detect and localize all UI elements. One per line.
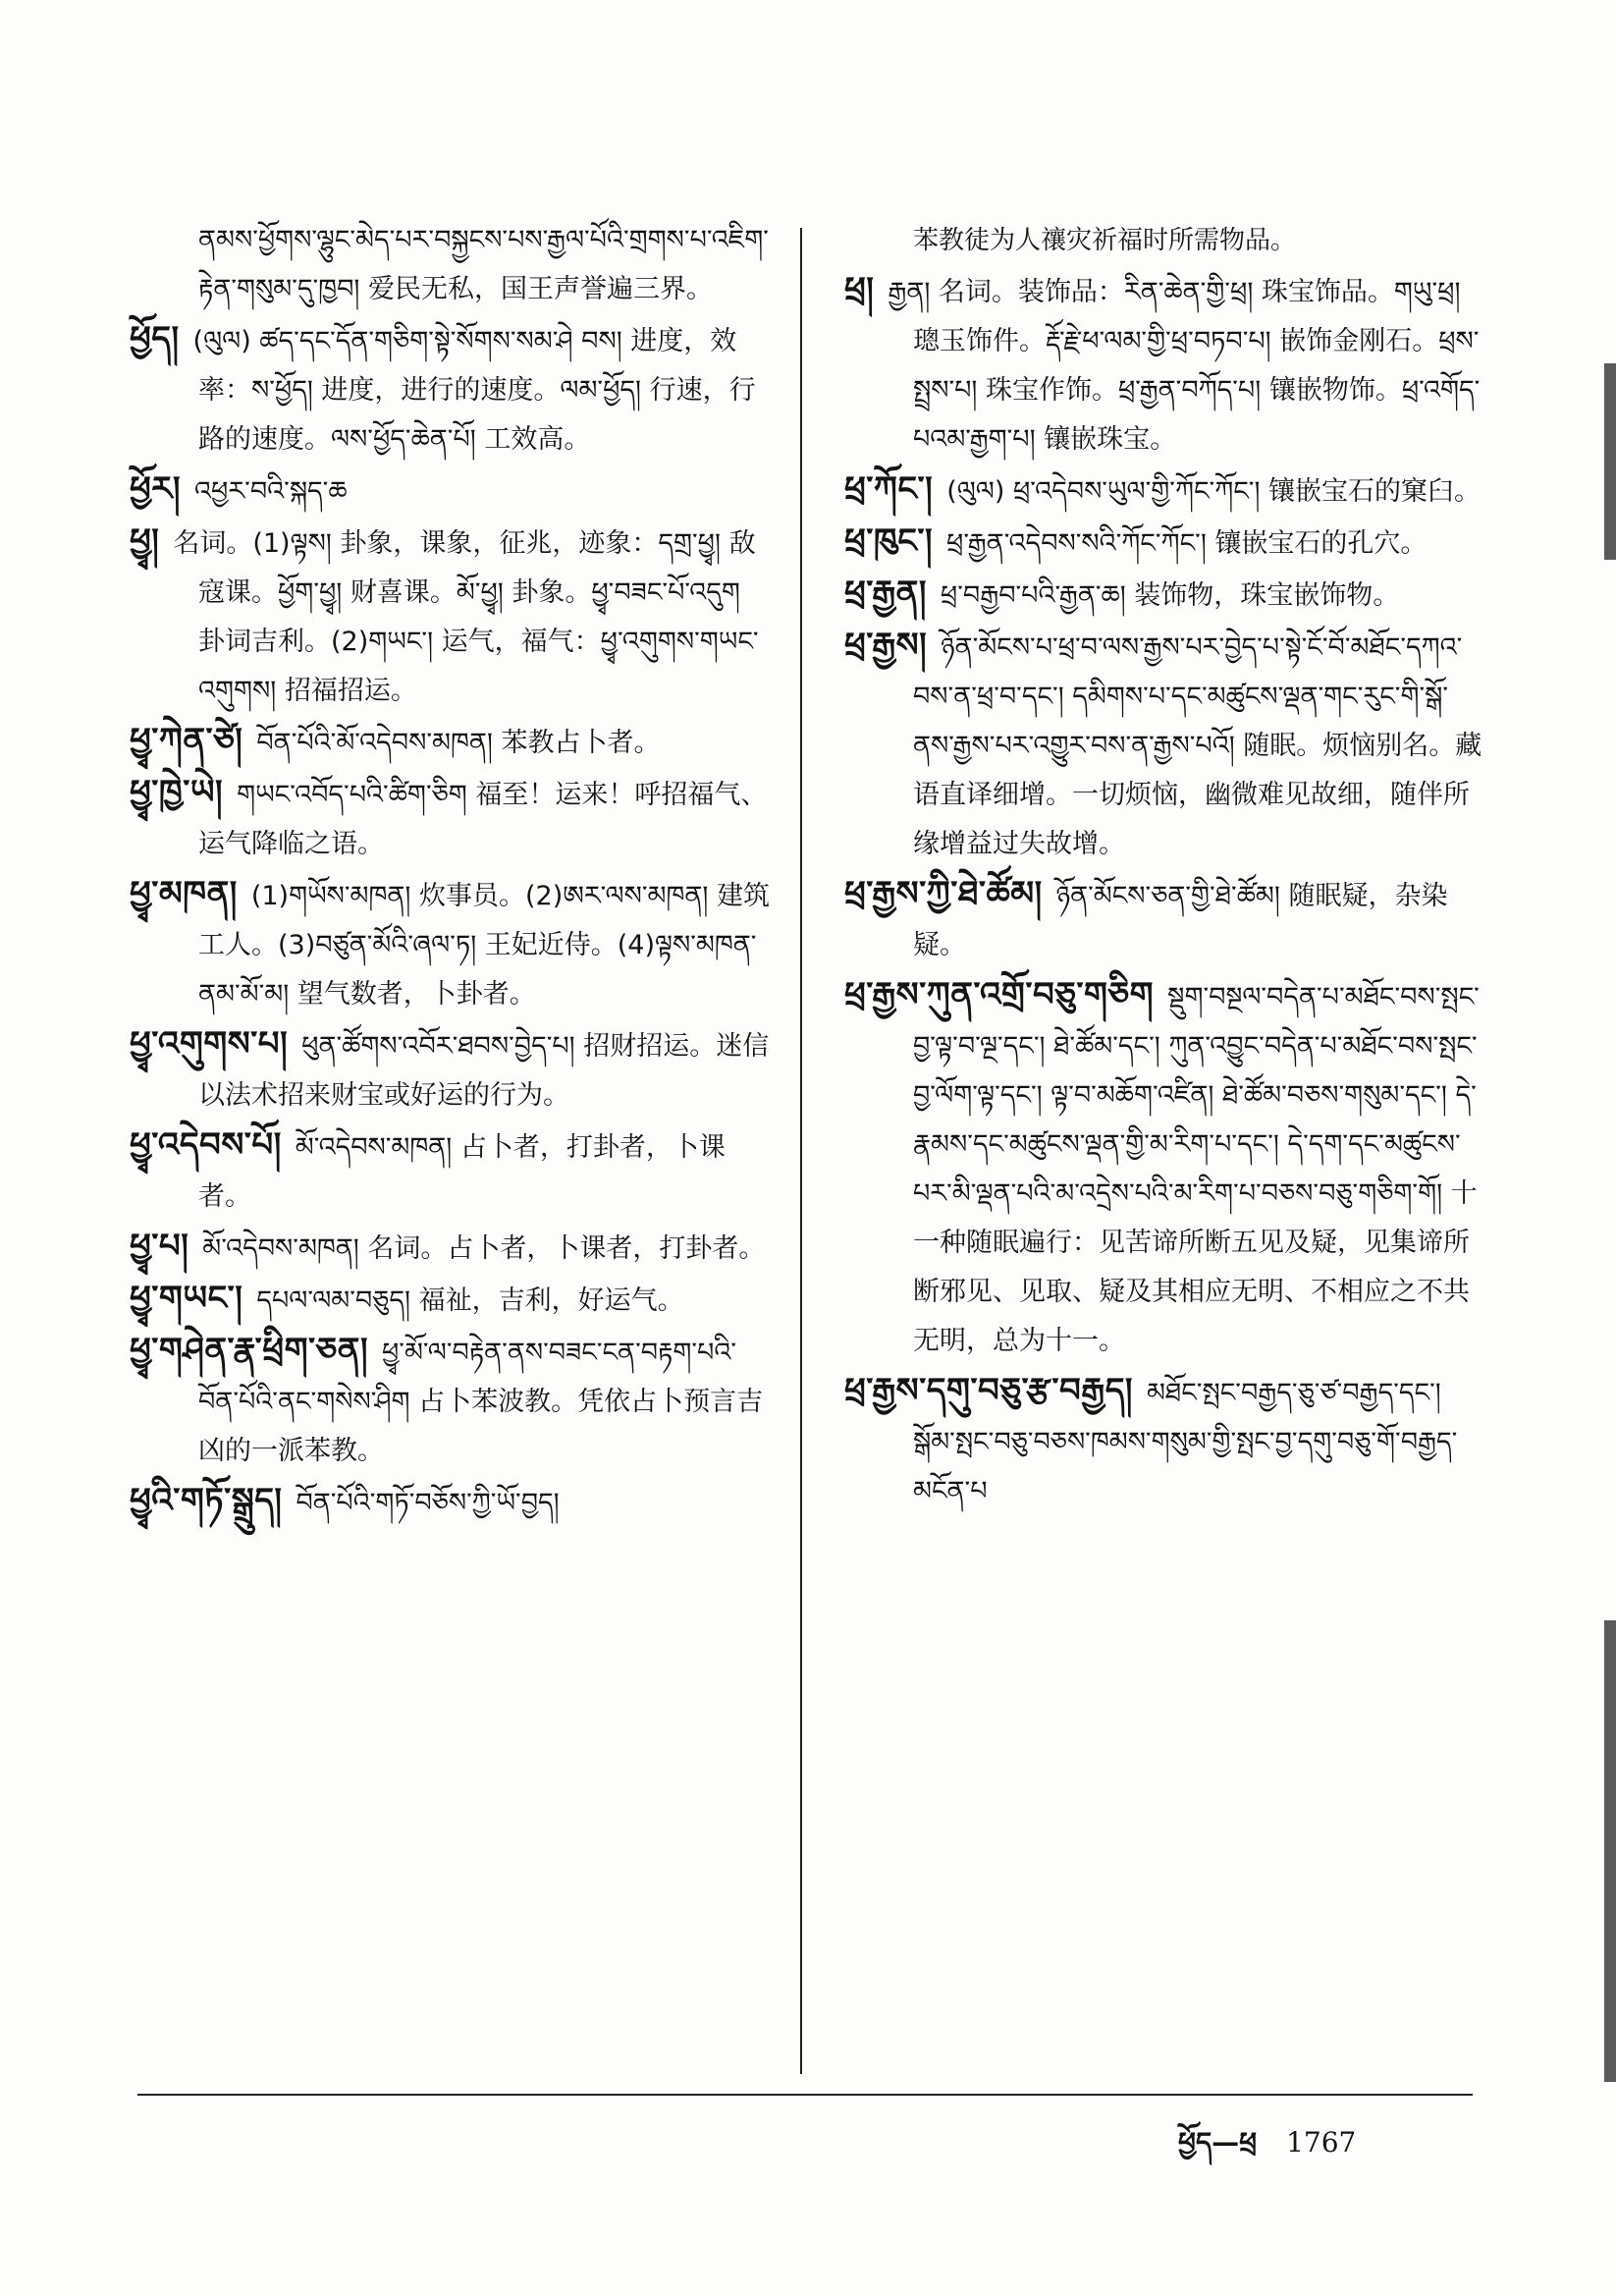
dictionary-entry <box>130 1476 770 1528</box>
entry-text: (ལུལ) ཕྲ་འདེབས་ཡུལ་གྱི་ཀོང་ཀོང་། 镶嵌宝石的窠臼。 <box>946 476 1481 507</box>
dictionary-entry <box>130 768 770 869</box>
entry-headword: ཕྱྭ་ཁྱེ་ཡེ། <box>130 773 224 812</box>
entry-text: སྡུག་བསྔལ་བདེན་པ་མཐོང་བས་སྤང་བྱ་ལྟ་བ་ལྔ་དང་། ཐེ་ཚོམ་དང་། ཀུན་འབྱུང་བདེན་པ་མཐོང་བས་སྤང་བྱ་ལོག་ལྟ་དང་། ལྟ་བ་མཆོག་འཛིན། ཐེ་ཚོམ་བཅས་གསུམ་དང་། དེ་རྣམས་དང་མཚུངས་ལྡན་གྱི་མ་རིག་པ་དང་། དེ་དག་དང་མཚུངས་པར་མི་ལྡན་པའི་མ་འདྲེས་པའི་མ་རིག་པ་བཅས་བཅུ་གཅིག་གོ། 十一种随眠遍行：见苦谛所断五见及疑，见集谛所断邪见、见取、疑及其相应无明、不相应之不共无明，总为十一。 <box>913 982 1480 1356</box>
dictionary-entry <box>130 465 770 517</box>
scan-edge-mark <box>1604 1620 1616 2082</box>
entry-text: གཡང་འབོད་པའི་ཚིག་ཅིག 福至！运来！呼招福气、运气降临之语。 <box>198 780 768 859</box>
entry-text: མོ་འདེབས་མཁན། 名词。占卜者，卜课者，打卦者。 <box>202 1233 766 1264</box>
dictionary-entry <box>130 1326 770 1476</box>
dictionary-entry <box>130 1274 770 1326</box>
dictionary-entry <box>844 621 1482 869</box>
entry-headword: ཕྱྭ་འདེབས་པོ། <box>130 1125 282 1165</box>
dictionary-entry <box>130 716 770 768</box>
entry-headword: ཕྱྭའི་གཏོ་སྒྲུད། <box>130 1481 283 1520</box>
dictionary-entry <box>130 1019 770 1121</box>
running-head: ཕྱོད—ཕྲ <box>1178 2126 1258 2159</box>
entry-text: ཕྱྭ་མོ་ལ་བརྟེན་ནས་བཟང་ངན་བརྟག་པའི་བོན་པོའི་ནང་གསེས་ཤིག 占卜苯波教。凭依占卜预言吉凶的一派苯教。 <box>198 1338 764 1466</box>
entry-text: མོ་འདེབས་མཁན། 占卜者，打卦者，卜课者。 <box>198 1132 726 1212</box>
dictionary-entry <box>844 970 1482 1366</box>
entry-headword: ཕྱྭ་ཀེན་ཙེ། <box>130 721 243 760</box>
entry-text: (1)གཡོས་མཁན། 炊事员。(2)ཨར་ལས་མཁན། 建筑工人。(3)བཙུན་མོའི་ཞལ་ཏ། 王妃近侍。(4)ལྟས་མཁན་ནམ་མོ་མ། 望气数者，卜卦者。 <box>198 881 770 1010</box>
dictionary-entry <box>844 517 1482 569</box>
entry-text: བོན་པོའི་གཏོ་བཅོས་ཀྱི་ཡོ་བྱད། <box>296 1488 560 1518</box>
entry-text: མཐོང་སྤང་བརྒྱད་ཅུ་ཙ་བརྒྱད་དང་། སྒོམ་སྤང་བཅུ་བཅས་ཁམས་གསུམ་གྱི་སྤང་བྱ་དགུ་བཅུ་གོ་བརྒྱད་མངོན་པ <box>913 1378 1458 1506</box>
dictionary-entry <box>130 517 770 716</box>
entry-text: རྒྱན། 名词。装饰品：རིན་ཆེན་གྱི་ཕྲ། 珠宝饰品。གཡུ་ཕྲ། 璁玉饰件。རྡོ་རྗེ་ཕ་ལམ་གྱི་ཕྲ་བཏབ་པ། 嵌饰金刚石。ཕྲས་སྤྲས་པ། 珠宝作饰。ཕྲ་རྒྱན་བཀོད་པ། 镶嵌物饰。ཕྲ་འགོད་པའམ་རྒྱག་པ། 镶嵌珠宝。 <box>888 277 1481 455</box>
entry-text: ནམས་ཕྱོགས་ལྷུང་མེད་པར་བསྐྱངས་པས་རྒྱལ་པོའི་གྲགས་པ་འཇིག་རྟེན་གསུམ་དུ་ཁྱབ། 爱民无私，国王声誉遍三界。 <box>198 225 769 304</box>
entry-text: ཉོན་མོངས་ཅན་གྱི་ཐེ་ཚོམ། 随眠疑，杂染疑。 <box>913 881 1448 960</box>
dictionary-entry <box>130 1121 770 1222</box>
entry-headword: ཕྱྭ་འགུགས་པ། <box>130 1024 289 1064</box>
dictionary-entry <box>844 869 1482 970</box>
page-footer <box>1178 2111 1356 2189</box>
dictionary-entry <box>130 216 770 314</box>
entry-headword: ཕྱྭ། <box>130 521 160 561</box>
entry-headword: ཕྱོད། <box>130 319 180 358</box>
entry-text: 苯教徒为人禳灾祈福时所需物品。 <box>913 226 1297 255</box>
dictionary-entry <box>844 465 1482 517</box>
entry-text: ཉོན་མོངས་པ་ཕྲ་བ་ལས་རྒྱས་པར་བྱེད་པ་སྟེ་ངོ་བོ་མཐོང་དཀའ་བས་ན་ཕྲ་བ་དང་། དམིགས་པ་དང་མཚུངས་ལྡན་གང་རུང་གི་སྒོ་ནས་རྒྱས་པར་འགྱུར་བས་ན་རྒྱས་པའོ། 随眠。烦恼别名。藏语直译细增。一切烦恼，幽微难见故细，随伴所缘增益过失故增。 <box>913 632 1482 859</box>
entry-headword: ཕྲ་ཀོང་། <box>844 469 934 509</box>
dictionary-entry <box>130 314 770 465</box>
entry-headword: ཕྲ་རྒྱས། <box>844 626 928 665</box>
entry-text: བོན་པོའི་མོ་འདེབས་མཁན། 苯教占卜者。 <box>256 728 661 758</box>
right-column <box>844 216 1482 1516</box>
column-divider <box>800 228 802 2074</box>
entry-text: འཕྱར་བའི་སྐད་ཆ <box>194 476 348 507</box>
entry-text: དཔལ་ལམ་བཅུད། 福祉，吉利，好运气。 <box>256 1285 684 1316</box>
entry-headword: ཕྱོར། <box>130 469 182 509</box>
entry-headword: ཕྲ་རྒྱས་ཀུན་འགྲོ་བཅུ་གཅིག <box>844 975 1155 1014</box>
entry-headword: ཕྲ། <box>844 270 875 309</box>
dictionary-entry <box>130 1222 770 1274</box>
entry-headword: ཕྱྭ་གཤེན་རྣ་ཕྲིག་ཅན། <box>130 1331 368 1370</box>
dictionary-entry <box>844 265 1482 465</box>
entry-headword: ཕྲ་རྒྱན། <box>844 574 927 613</box>
page-number: 1767 <box>1286 2126 1357 2159</box>
entry-headword: ཕྱྭ་གཡང་། <box>130 1279 243 1318</box>
entry-headword: ཕྲ་ཁུང་། <box>844 521 934 561</box>
entry-headword: ཕྱྭ་མཁན། <box>130 874 238 913</box>
entry-text: ཕྲ་རྒྱན་འདེབས་སའི་ཀོང་ཀོང་། 镶嵌宝石的孔穴。 <box>946 528 1427 559</box>
entry-text: ཕུན་ཚོགས་འབོར་ཐབས་བྱེད་པ། 招财招运。迷信以法术招来财宝或好运的行为。 <box>198 1031 770 1111</box>
scan-edge-mark <box>1604 363 1616 560</box>
entry-headword: ཕྲ་རྒྱས་ཀྱི་ཐེ་ཚོམ། <box>844 874 1043 913</box>
footer-rule <box>137 2094 1473 2096</box>
dictionary-entry <box>844 569 1482 621</box>
dictionary-entry <box>844 1366 1482 1516</box>
entry-text: 名词。(1)ལྟས། 卦象，课象，征兆，迹象：དགྲ་ཕྱྭ། 敌寇课。ཕྱོག་ཕྱྭ། 财喜课。མོ་ཕྱྭ། 卦象。ཕྱྭ་བཟང་པོ་འདུག 卦词吉利。(2)གཡང་། 运气，福气：ཕྱྭ་འགུགས་གཡང་འགུགས། 招福招运。 <box>173 528 759 706</box>
dictionary-entry <box>130 869 770 1019</box>
entry-headword: ཕྲ་རྒྱས་དགུ་བཅུ་རྩ་བརྒྱད། <box>844 1371 1133 1410</box>
entry-headword: ཕྱྭ་པ། <box>130 1227 189 1266</box>
dictionary-entry <box>844 216 1482 265</box>
entry-text: (ལུལ) ཚད་དང་དོན་གཅིག་སྟེ་སོགས་སམ་ཤེ བས། 进度，效率：ས་ཕྱོད། 进度，进行的速度。ལམ་ཕྱོད། 行速，行路的速度。ལས་ཕྱོད་ཆེན་པོ། 工效高。 <box>192 326 756 455</box>
entry-text: ཕྲ་བརྒྱབ་པའི་རྒྱན་ཆ། 装饰物，珠宝嵌饰物。 <box>940 580 1400 611</box>
left-column <box>130 216 770 1528</box>
